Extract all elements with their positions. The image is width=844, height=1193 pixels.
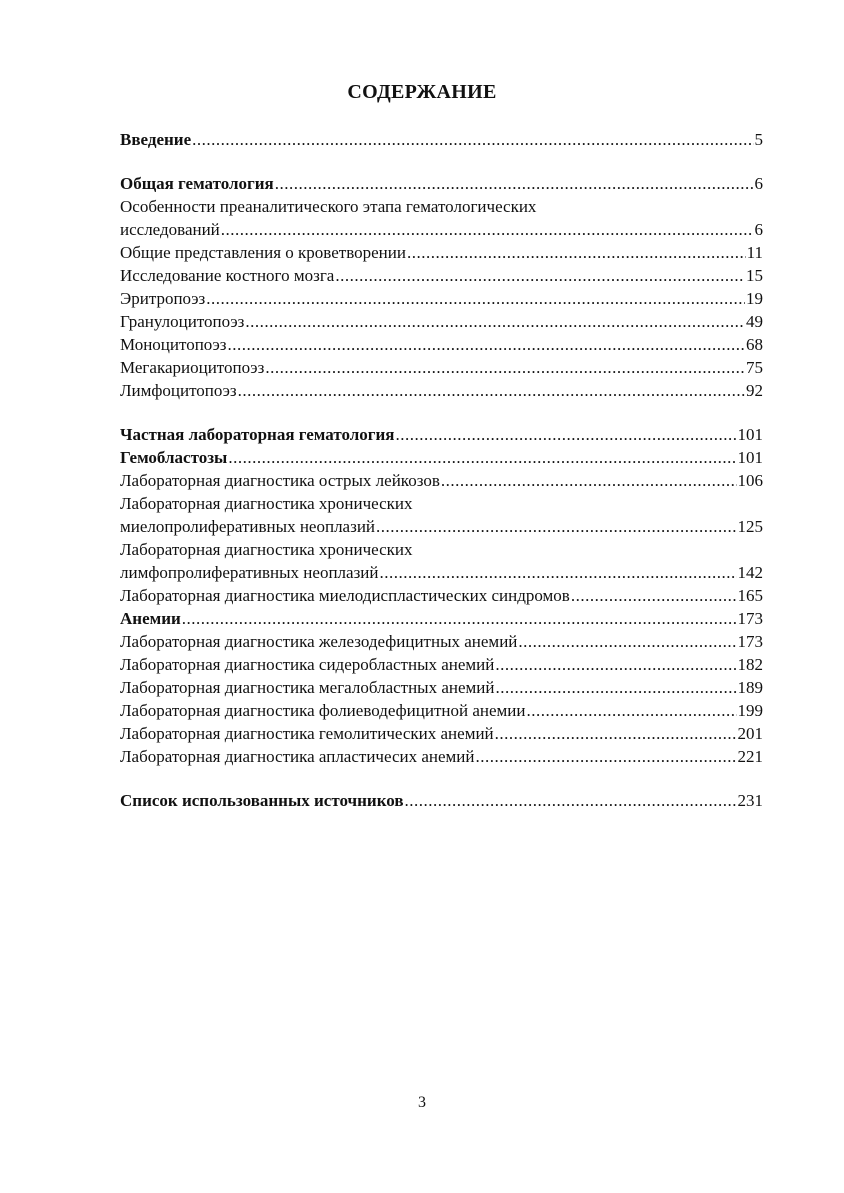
dot-leader — [526, 699, 736, 722]
dot-leader — [571, 584, 737, 607]
dot-leader — [335, 264, 745, 287]
toc-entry-page: 142 — [737, 563, 763, 582]
toc-entry-page: 231 — [737, 791, 763, 810]
dot-leader — [379, 561, 736, 584]
toc-entry-title: Лабораторная диагностика фолиеводефицитной анемии — [120, 701, 526, 720]
toc-entry-hemolytic[interactable] — [120, 722, 763, 745]
toc-entry-page: 15 — [746, 266, 763, 285]
toc-entry-title: Лабораторная диагностика мегалобластных анемий — [120, 678, 495, 697]
toc-entry-title: Введение — [120, 130, 192, 149]
toc-entry-page: 182 — [737, 655, 763, 674]
toc-entry-page: 101 — [737, 448, 763, 467]
toc-entry-myeloproliferative[interactable] — [120, 492, 763, 538]
toc-entry-title: Лимфоцитопоэз — [120, 381, 237, 400]
toc-entry-sideroblastic[interactable] — [120, 653, 763, 676]
toc-entry-page: 221 — [737, 747, 763, 766]
dot-leader — [376, 515, 736, 538]
toc-entry-megaloblastic[interactable] — [120, 676, 763, 699]
toc-entry-hemoblastoses[interactable] — [120, 446, 763, 469]
page-title: СОДЕРЖАНИЕ — [347, 81, 497, 103]
toc-entry-title: Лабораторная диагностика острых лейкозов — [120, 471, 440, 490]
toc-entry-page: 19 — [746, 289, 763, 308]
toc-entry-introduction[interactable] — [120, 128, 763, 151]
toc-entry-bone-marrow[interactable] — [120, 264, 763, 287]
toc-entry-page: 6 — [754, 220, 763, 239]
toc-entry-page: 11 — [746, 243, 763, 262]
dot-leader — [407, 241, 746, 264]
toc-entry-title: Исследование костного мозга — [120, 266, 335, 285]
dot-leader — [496, 676, 737, 699]
toc-entry-title: Моноцитопоэз — [120, 335, 227, 354]
page-number: 3 — [418, 1094, 426, 1111]
toc-entry-granulocytopoiesis[interactable] — [120, 310, 763, 333]
dot-leader — [245, 310, 745, 333]
dot-leader — [265, 356, 745, 379]
toc-entry-title: Лабораторная диагностика железодефицитных анемий — [120, 632, 518, 651]
toc-entry-private-hematology[interactable] — [120, 423, 763, 446]
toc-entry-title-line2: исследований — [120, 220, 220, 239]
toc-entry-title: Лабораторная диагностика гемолитических анемий — [120, 724, 494, 743]
toc-entry-page: 106 — [737, 471, 763, 490]
toc-entry-page: 173 — [737, 632, 763, 651]
dot-leader — [395, 423, 736, 446]
dot-leader — [182, 607, 737, 630]
toc-entry-title: Лабораторная диагностика апластичесих анемий — [120, 747, 475, 766]
toc-entry-title-line2: лимфопролиферативных неоплазий — [120, 563, 379, 582]
toc-entry-title: Общая гематология — [120, 174, 274, 193]
toc-entry-title-line1: Лабораторная диагностика хронических — [120, 494, 413, 513]
dot-leader — [495, 722, 737, 745]
toc-entry-title: Список использованных источников — [120, 791, 404, 810]
toc-entry-references[interactable] — [120, 789, 763, 812]
dot-leader — [221, 218, 754, 241]
toc-entry-title: Гемобластозы — [120, 448, 228, 467]
toc-entry-folate-deficiency[interactable] — [120, 699, 763, 722]
toc-entry-page: 6 — [754, 174, 763, 193]
toc-entry-title: Мегакариоцитопоэз — [120, 358, 265, 377]
toc-entry-title-line2: миелопролиферативных неоплазий — [120, 517, 376, 536]
toc-entry-page: 201 — [737, 724, 763, 743]
toc-entry-title-line1: Лабораторная диагностика хронических — [120, 540, 413, 559]
toc-entry-title: Частная лабораторная гематология — [120, 425, 395, 444]
toc-entry-page: 189 — [737, 678, 763, 697]
toc-entry-lymphoproliferative[interactable] — [120, 538, 763, 584]
toc-entry-anemias[interactable] — [120, 607, 763, 630]
toc-entry-preanalytical-stage[interactable] — [120, 195, 763, 241]
toc-entry-page: 173 — [737, 609, 763, 628]
toc-entry-iron-deficiency[interactable] — [120, 630, 763, 653]
toc-entry-hematopoiesis[interactable] — [120, 241, 763, 264]
dot-leader — [228, 446, 736, 469]
toc-entry-page: 101 — [737, 425, 763, 444]
toc-entry-page: 92 — [746, 381, 763, 400]
dot-leader — [228, 333, 745, 356]
toc-entry-page: 49 — [746, 312, 763, 331]
toc-entry-title: Общие представления о кроветворении — [120, 243, 406, 262]
table-of-contents — [120, 128, 763, 812]
toc-entry-title: Анемии — [120, 609, 181, 628]
toc-entry-page: 199 — [737, 701, 763, 720]
toc-entry-page: 165 — [737, 586, 763, 605]
toc-entry-erythropoiesis[interactable] — [120, 287, 763, 310]
toc-entry-page: 68 — [746, 335, 763, 354]
toc-entry-lymphocytopoiesis[interactable] — [120, 379, 763, 402]
toc-entry-page: 125 — [737, 517, 763, 536]
toc-entry-acute-leukemia[interactable] — [120, 469, 763, 492]
dot-leader — [441, 469, 737, 492]
toc-entry-myelodysplastic[interactable] — [120, 584, 763, 607]
dot-leader — [206, 287, 745, 310]
dot-leader — [475, 745, 736, 768]
dot-leader — [275, 172, 754, 195]
dot-leader — [238, 379, 745, 402]
dot-leader — [192, 128, 753, 151]
dot-leader — [405, 789, 737, 812]
toc-entry-aplastic[interactable] — [120, 745, 763, 768]
toc-entry-title: Лабораторная диагностика сидеробластных анемий — [120, 655, 495, 674]
toc-entry-title: Лабораторная диагностика миелодиспластических синдромов — [120, 586, 570, 605]
toc-entry-general-hematology[interactable] — [120, 172, 763, 195]
toc-entry-title-line1: Особенности преаналитического этапа гематологических — [120, 197, 537, 216]
toc-entry-title: Эритропоэз — [120, 289, 206, 308]
toc-entry-page: 5 — [754, 130, 763, 149]
dot-leader — [518, 630, 736, 653]
toc-entry-page: 75 — [746, 358, 763, 377]
toc-entry-monocytopoiesis[interactable] — [120, 333, 763, 356]
toc-entry-megakaryocytopoiesis[interactable] — [120, 356, 763, 379]
toc-entry-title: Гранулоцитопоэз — [120, 312, 245, 331]
dot-leader — [495, 653, 736, 676]
